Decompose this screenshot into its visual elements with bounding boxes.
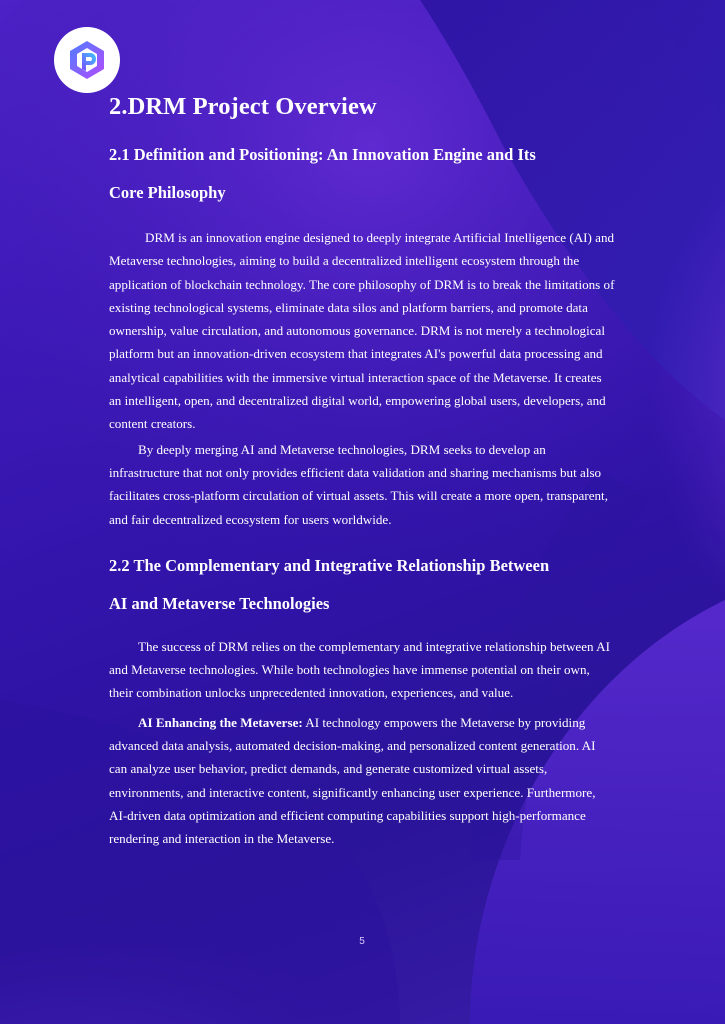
paragraph-relationship: The success of DRM relies on the complementary and integrative relationship between AI and Metaverse technologies. While both technologies have immense potential on their own, their combination unlocks unprecedented innovation, experiences, and value. bbox=[109, 638, 610, 701]
section-heading-2-2-line2: AI and Metaverse Technologies bbox=[109, 593, 330, 613]
section-heading-2-2-line1: 2.2 The Complementary and Integrative Relationship Between bbox=[109, 555, 550, 575]
document-content bbox=[109, 88, 615, 851]
paragraph-ai-enhancing-text: AI technology empowers the Metaverse by providing advanced data analysis, automated decision-making, and personalized content generation. AI can analyze user behavior, predict demands, and generate customized virtual assets, environments, and interactive content, significantly enhancing user experience. Furthermore, AI-driven data optimization and efficient computing capabilities support high-performance rendering and interaction in the Metaverse. bbox=[109, 714, 596, 847]
paragraph-ai-enhancing bbox=[109, 711, 615, 851]
paragraph-merging: By deeply merging AI and Metaverse technologies, DRM seeks to develop an infrastructure that not only provides efficient data validation and sharing mechanisms but also facilitates cross-platform circulation of virtual assets. This will create a more open, transparent, and fair decentralized ecosystem for users worldwide. bbox=[109, 441, 608, 527]
drm-logo-icon bbox=[65, 38, 109, 82]
section-heading-2-1 bbox=[109, 136, 615, 212]
section-heading-2-1-line1: 2.1 Definition and Positioning: An Innovation Engine and Its bbox=[109, 145, 536, 164]
drm-logo bbox=[54, 27, 120, 93]
page-number: 5 bbox=[359, 936, 365, 947]
paragraph-definition: DRM is an innovation engine designed to deeply integrate Artificial Intelligence (AI) and Metaverse technologies, aiming to build a decentralized intelligent ecosystem through the application of blockchain technology. The core philosophy of DRM is to break the limitations of existing technological systems, eliminate data silos and platform barriers, and promote data ownership, value circulation, and autonomous governance. DRM is not merely a technological platform but an innovation-driven ecosystem that integrates AI's powerful data processing and analytical capabilities with the immersive virtual interaction space of the Metaverse. It creates an intelligent, open, and decentralized digital world, empowering global users, developers, and content creators. bbox=[109, 230, 615, 432]
section-heading-2-2 bbox=[109, 547, 615, 623]
paragraph-lead-label: AI Enhancing the Metaverse: bbox=[138, 714, 303, 730]
page-title: 2.DRM Project Overview bbox=[109, 93, 377, 120]
section-heading-2-1-line2: Core Philosophy bbox=[109, 183, 226, 202]
